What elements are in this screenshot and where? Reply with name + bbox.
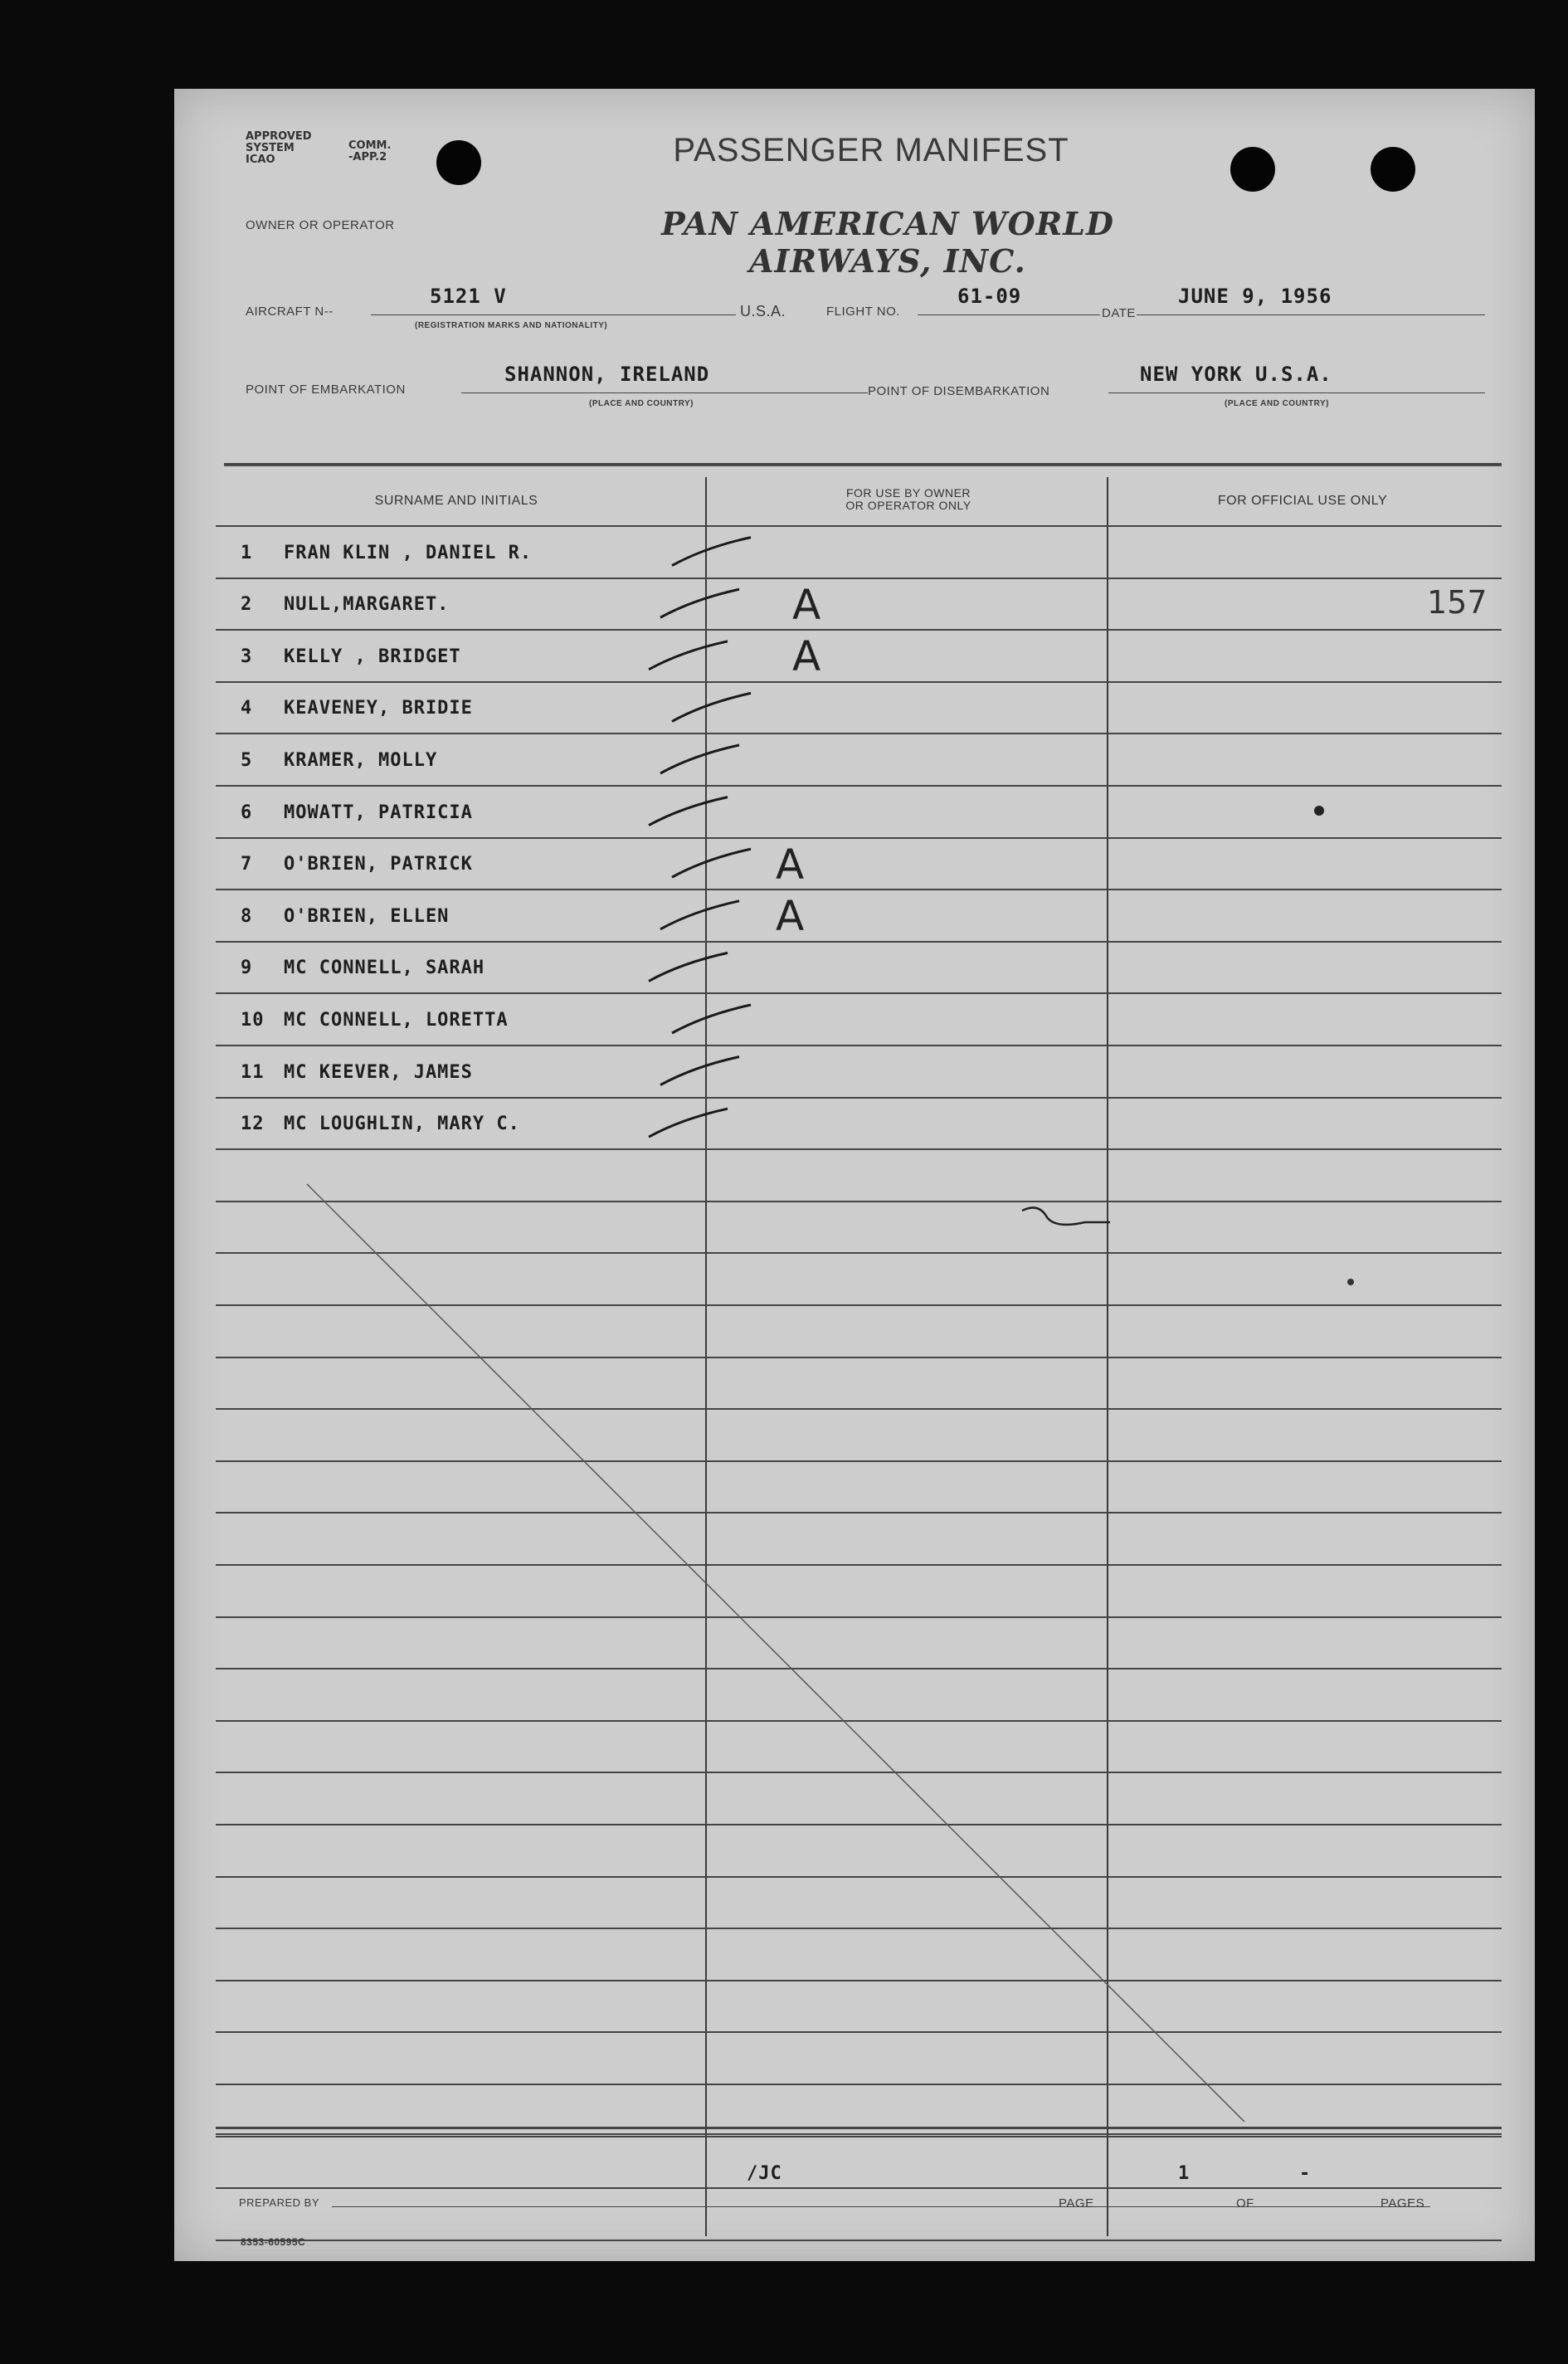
approved-line-3: ICAO [246,154,275,166]
handwritten-mark: A [792,580,821,629]
passenger-name: O'BRIEN, ELLEN [284,905,450,927]
check-stroke [660,901,739,929]
passenger-number: 1 [241,542,253,563]
passenger-number: 6 [241,802,253,823]
passenger-name: O'BRIEN, PATRICK [284,854,473,875]
page-label: PAGE [1059,2196,1094,2210]
disembark-caption: (PLACE AND COUNTRY) [1225,399,1329,408]
passenger-name: MOWATT, PATRICIA [284,802,473,823]
passenger-number: 12 [241,1114,265,1135]
preparer-initials: /JC [747,2163,782,2184]
flight-value: 61-09 [957,285,1022,308]
check-marks [174,89,1535,2261]
passenger-number: 10 [241,1010,265,1031]
handwritten-mark: A [776,840,805,889]
passenger-name: NULL,MARGARET. [284,594,450,616]
passenger-name: KELLY , BRIDGET [284,646,461,667]
passenger-name: MC CONNELL, LORETTA [284,1010,509,1031]
owner-use-line-2: OR OPERATOR ONLY [845,499,971,512]
passenger-name: MC CONNELL, SARAH [284,958,485,979]
embark-value: SHANNON, IRELAND [504,363,710,386]
disembark-value: NEW YORK U.S.A. [1140,363,1332,386]
passenger-number: 2 [241,594,253,616]
pages-label: PAGES [1381,2196,1425,2210]
passenger-number: 9 [241,958,253,979]
check-stroke [649,641,728,670]
owner-label: OWNER OR OPERATOR [246,218,395,232]
manifest-sheet [174,89,1535,2261]
date-label: DATE [1102,306,1136,320]
passenger-number: 11 [241,1061,265,1083]
column-header-official-use: FOR OFFICIAL USE ONLY [1217,494,1388,508]
check-stroke [672,693,751,721]
page-title: PASSENGER MANIFEST [673,132,1069,168]
form-number: 8353-60595C [241,2236,306,2248]
page-value: 1 [1178,2163,1191,2184]
approved-line-1: APPROVED [246,130,312,143]
passenger-name: MC KEEVER, JAMES [284,1061,473,1083]
aircraft-label: AIRCRAFT N-- [246,305,334,319]
comm-line-1: COMM. [348,139,392,152]
of-label: OF [1236,2196,1254,2210]
company-name: PAN AMERICAN WORLD AIRWAYS, INC. [661,205,1114,280]
official-number: 157 [1427,583,1488,621]
check-stroke [660,1057,739,1085]
passenger-number: 5 [241,750,253,771]
passenger-number: 4 [241,698,253,719]
aircraft-value: 5121 V [430,285,507,308]
check-stroke [649,797,728,826]
check-stroke [672,538,751,566]
check-stroke [660,745,739,773]
handwritten-mark: A [792,632,821,681]
passenger-name: KEAVENEY, BRIDIE [284,698,473,719]
handwritten-mark: A [776,892,805,941]
embark-label: POINT OF EMBARKATION [246,383,406,397]
passenger-number: 3 [241,646,253,667]
passenger-name: MC LOUGHLIN, MARY C. [284,1114,520,1135]
check-stroke [672,849,751,877]
flight-label: FLIGHT NO. [826,305,900,319]
check-stroke [649,953,728,981]
date-value: JUNE 9, 1956 [1178,285,1332,308]
check-stroke [660,589,739,617]
of-value: - [1299,2163,1312,2184]
approved-line-2: SYSTEM [246,142,295,154]
usa-label: U.S.A. [740,303,786,319]
check-stroke [672,1005,751,1033]
passenger-name: KRAMER, MOLLY [284,750,438,771]
prepared-by-label: PREPARED BY [239,2196,320,2209]
passenger-number: 8 [241,905,253,927]
column-header-surname: SURNAME AND INITIALS [374,494,538,508]
owner-use-line-1: FOR USE BY OWNER [845,486,971,500]
check-stroke [649,1109,728,1137]
embark-caption: (PLACE AND COUNTRY) [589,399,694,408]
comm-line-2: -APP.2 [348,151,387,163]
registration-caption: (REGISTRATION MARKS AND NATIONALITY) [415,321,608,330]
passenger-number: 7 [241,854,253,875]
passenger-name: FRAN KLIN , DANIEL R. [284,542,533,563]
disembark-label: POINT OF DISEMBARKATION [868,384,1050,398]
